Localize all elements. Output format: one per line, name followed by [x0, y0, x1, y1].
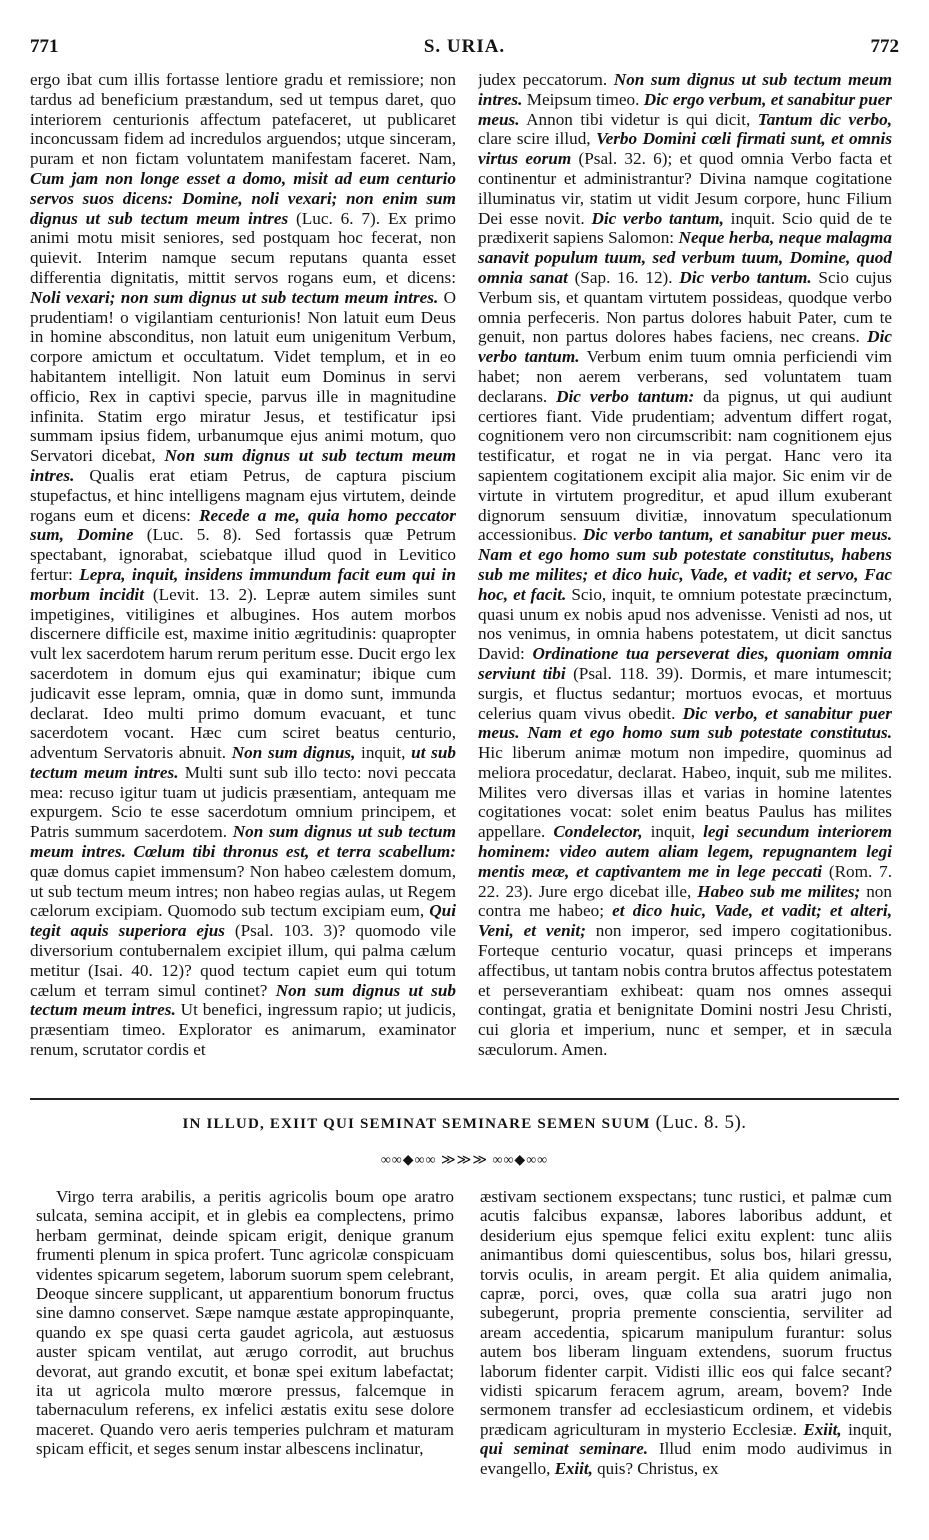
section-title: [0, 1112, 929, 1134]
quoted-scripture: legi secundum interiorem hominem: video autem aliam legem, repugnantem legi mentis meæ, et captivantem me in lege peccati: [478, 822, 892, 881]
text-run: (Psal. 103. 3)? quomodo vile diversorium contubernalem excipiet illum, qui palma cælum metitur (Isai. 40. 12)? quod tectum capiet eum qui totum cælum et terram simul continet?: [30, 921, 456, 1000]
text-run: Scio, inquit, te omnium potestate præcinctum, quasi unum ex nobis apud nos advenisse. Venisti ad nos, ut nos venimus, in omnia habens potestatem, ut dicit sanctus David:: [478, 584, 892, 664]
text-run: da pignus, ut qui audiunt certiores fiant. Vide prudentiam; adventum differt rogat, cognitionem vero non circumscribit: nam cognitionem ejus testificatur, et rogat ne in via pergat. Hanc vero ita sapientem cogitationem excipit alia major. Sic enim vir de virtute in virtutem progreditur, et apud illum exuberant dignorum sensuum divitiæ, innovatum speculationum accessionibus.: [478, 386, 892, 545]
quoted-scripture: Exiit,: [554, 1458, 593, 1478]
text-run: Virgo terra arabilis, a peritis agricolis boum ope aratro sulcata, semina accipit, et in glebis ea complectens, primo herbam germinat, deinde spicam erigit, denique granum frumenti plenum in spica profert. Tunc agricolæ conspicuam videntes spicarum segetem, laborum suorum spem celebrant, Deoque sincere supplicant, ut apparentium bonorum fructus sine damno conservet. Sæpe namque æstate appropinquante, quando ex spe quasi certa gaudet agricola, aut æstuosus auster spicam ventilat, aut ærugo corrodit, aut bruchus devorat, aut grando excutit, et bonæ spei exitum labefactat; ita ut agricola multo mœrore pressus, falcemque in tabernaculum referens, ex infelici æstatis exitu sese dolore maceret. Quando vero aeris temperies pulchram et maturam spicam efficit, et seges senum instar albescens inclinatur,: [36, 1187, 454, 1459]
quoted-scripture: Exiit,: [803, 1419, 842, 1439]
text-run: inquit,: [355, 743, 412, 763]
quoted-scripture: Condelector,: [553, 822, 643, 842]
quoted-scripture: Ordinatione tua perseverat dies, quoniam omnia serviunt tibi: [478, 644, 892, 683]
ornament-divider: ∞∞◆∞∞ ≫≫≫ ∞∞◆∞∞: [380, 1153, 549, 1168]
quoted-scripture: Non sum dignus ut sub tectum meum intres.: [478, 70, 892, 109]
right-column-text: [478, 70, 892, 1088]
bottom-left-column-text: [36, 1187, 454, 1527]
text-run: judex peccatorum.: [478, 70, 614, 89]
right-column-paragraph: [478, 70, 892, 1060]
text-run: quis? Christus, ex: [592, 1458, 719, 1478]
text-run: clare scire illud,: [478, 129, 597, 149]
quoted-scripture: Dic verbo, et sanabitur puer meus. Nam et ego homo sum sub potestate constitutus.: [478, 703, 892, 743]
text-run: inquit,: [642, 822, 704, 842]
text-run: Meipsum timeo.: [522, 89, 644, 109]
text-run: Hic liberum animæ motum non impedire, quominus ad meliora procedatur, declarat. Habeo, inquit, sub me milites. Milites vero diversas illas et varias in homine latentes cogitationes vocat: solet enim beatus Paulus has milites appellare.: [478, 743, 892, 842]
text-run: non imperor, sed impero cogitationibus. Forteque centurio vocatur, quasi princeps et imperans affectibus, ut tantam nobis contra brutos affectus potestatem et perseverantiam exhibeat: quam nos omnes assequi contingat, gratia et benignitate Domini nostri Jesu Christi, cui gloria et imperium, nunc et semper, et in sæcula sæculorum. Amen.: [478, 921, 892, 1060]
quoted-scripture: Neque herba, neque malagma sanavit populum tuum, sed verbum tuum, Domine, quod omnia sanat: [478, 228, 892, 287]
page-number-left: 771: [30, 36, 59, 57]
bottom-right-paragraph: [480, 1187, 892, 1478]
quoted-scripture: Dic verbo tantum, et sanabitur puer meus. Nam et ego homo sum sub potestate constitutus, habens sub me milites; et dico huic, Vade, et vadit; et servo, Fac hoc, et facit.: [478, 525, 892, 604]
text-run: Annon tibi videtur is qui dicit,: [519, 109, 758, 129]
quoted-scripture: Non sum dignus,: [231, 743, 356, 763]
section-divider: [30, 1098, 899, 1100]
text-run: Scio cujus Verbum sis, et quantam virtutem possideas, quodque verbo omnia perfeceris. Non partus dolores habuit Pater, cum te genuit, non partus dolores habes faciens, nec creans.: [478, 267, 892, 347]
quoted-scripture: Dic verbo tantum.: [679, 267, 812, 287]
quoted-scripture: Dic verbo tantum,: [591, 208, 724, 228]
text-run: (Sap. 16. 12).: [567, 267, 680, 287]
text-run: (Luc. 6. 7). Ex primo animi motu misit seniores, sed postquam hoc fecerat, non quievit. Interim namque secum reputans quanta esset differentia dignitatis, mittit servos rogans eum, et dicens:: [30, 208, 456, 287]
quoted-scripture: et dico huic, Vade, et vadit; et alteri, Veni, et venit;: [478, 901, 892, 941]
quoted-scripture: Non sum dignus ut sub tectum meum intres.: [30, 980, 456, 1020]
text-run: Qualis erat etiam Petrus, de captura piscium stupefactus, et hinc intelligens magnam ejus virtutem, deinde rogans eum et dicens:: [30, 465, 456, 525]
quoted-scripture: Verbo Domini cœli firmati sunt, et omnis virtus eorum: [478, 129, 892, 169]
text-run: æstivam sectionem exspectans; tunc rustici, et palmæ cum acutis falcibus expansæ, labores laboribus addunt, et desiderium ejus spemque felici exitu explent: tunc aliis animantibus domi quiescentibus, solus bos, hilari gressu, torvis oculis, in aream pergit. Et alia quidem animalia, capræ, porci, oves, quæ colla sua aratri jugo non subegerunt, propria premente conscientia, serviliter ad aream accedentia, spicarum manipulum furantur: solus autem bos liberam linguam extendens, suorum fructus laborum fidenter carpit. Vidisti illic eos qui falce secant? vidisti spicarum feracem agrum, aream, bovem? Inde sermonem transfer ad ecclesiasticum ordinem, et videbis prædicam agriculturam in mysterio Ecclesiæ.: [480, 1187, 892, 1439]
text-run: Multi sunt sub illo tecto: novi peccata mea: recuso igitur tuam ut judicis præsentiam, antequam me expurgem. Scio te esse sacerdotum omnium principem, et Patris summum sacerdotem.: [30, 762, 456, 842]
quoted-scripture: Non sum dignus ut sub tectum meum intres.: [30, 446, 456, 485]
quoted-scripture: Recede a me, quia homo peccator sum, Domine: [30, 505, 456, 545]
quoted-scripture: Habeo sub me milites;: [697, 881, 861, 901]
text-run: (Psal. 32. 6); et quod omnia Verbo facta et continentur et administrantur? Divina namque cogitatione illuminatus vir, statim ut vidit Jesum corpore, hunc Filium Dei esse novit.: [478, 149, 892, 228]
text-run: (Rom. 7. 22. 23). Jure ergo dicebat ille,: [478, 861, 892, 901]
quoted-scripture: Tantum dic verbo,: [757, 109, 892, 129]
text-run: (Levit. 13. 2). Lepræ autem similes sunt impetigines, vitiligines et albugines. Hos autem morbos discernere difficile est, maxime initio ægritudinis: quapropter vult lex sacerdotem harum rerum peritum esse. Ducit ergo lex sacerdotem in domum ejus qui examinatur; ibique cum judicavit esse lepram, omnia, quæ in domo sunt, immunda declarat. Ideo multi primo domum evacuant, et tunc sacerdotem vocant. Hæc cum sciret beatus centurio, adventum Servatoris abnuit.: [30, 584, 456, 763]
text-run: O prudentiam! o vigilantiam centurionis! Non latuit eum Deus in homine absconditus, non latuit eum unigenitum Verbum, corpore amictum et occultatum. Videt templum, et in eo habitantem intelligit. Non latuit eum Dominus in servi officio, Rex in captivi specie, parvus ille in magnitudine infinita. Statim ergo miratur Jesus, et testificatur ipsi summam ipsius fidem, urbanumque ejus animi motum, quo Servatori dicebat,: [30, 287, 456, 466]
bottom-left-paragraph: [36, 1187, 454, 1459]
page-number-right: 772: [870, 36, 899, 57]
quoted-scripture: ut sub tectum meum intres.: [30, 743, 456, 782]
text-run: inquit,: [841, 1419, 892, 1439]
quoted-scripture: Non sum dignus ut sub tectum meum intres. Cœlum tibi thronus est, et terra scabellum:: [30, 822, 456, 862]
text-run: (Luc. 5. 8). Sed fortassis quæ Petrum spectabant, ignorabat, sciebatque illud quod in Levitico fertur:: [30, 525, 456, 584]
text-run: quæ domus capiet immensum? Non habeo cælestem domum, ut sub tectum meum intres; non habeo regias aulas, ut Regem cælorum excipiam. Quomodo sub tectum excipiam eum,: [30, 861, 456, 921]
quoted-scripture: Dic verbo tantum.: [478, 327, 892, 367]
left-column-paragraph: [30, 70, 456, 1060]
quoted-scripture: Dic verbo tantum:: [556, 386, 695, 406]
text-run: (Psal. 118. 39). Dormis, et mare intumescit; surgis, et fluctus sedantur; mortuos evocas, et mortuus celerius quam vivus obedit.: [478, 663, 892, 723]
quoted-scripture: Dic ergo verbum, et sanabitur puer meus.: [478, 89, 892, 129]
section-title-reference: (Luc. 8. 5).: [655, 1112, 747, 1133]
bottom-right-column-text: [480, 1187, 892, 1527]
running-header: [22, 36, 907, 60]
quoted-scripture: Qui tegit aquis superiora ejus: [30, 901, 456, 941]
section-title-text: IN ILLUD, EXIIT QUI SEMINAT SEMINARE SEMEN SUUM: [182, 1116, 651, 1132]
text-run: non contra me habeo;: [478, 881, 892, 921]
quoted-scripture: Noli vexari; non sum dignus ut sub tectum meum intres.: [30, 287, 439, 307]
text-run: Ut benefici, ingressum rapio; ut judicis, præsentiam timeo. Explorator es animarum, examinator renum, scrutator cordis et: [30, 1000, 456, 1060]
running-title: S. URIA.: [423, 36, 506, 57]
text-run: Illud enim modo audivimus in evangello,: [480, 1439, 892, 1478]
quoted-scripture: Cum jam non longe esset a domo, misit ad eum centurio servos suos dicens: Domine, noli vexari; non enim sum dignus ut sub tectum meum intres: [30, 168, 456, 228]
text-run: inquit. Scio quid de te prædixerit sapiens Salomon:: [478, 208, 892, 248]
text-run: Verbum enim tuum omnia perficiendi vim habet; non aerem verberans, sed voluntatem tuam declarans.: [478, 347, 892, 406]
quoted-scripture: Lepra, inquit, insidens immundum facit eum qui in morbum incidit: [30, 564, 456, 604]
text-run: ergo ibat cum illis fortasse lentiore gradu et remissiore; non tardus ad beneficium præstandum, sed ut tempus daret, quo interiorem centurionis affectum patefaceret, ut publicaret inconcussam fidem ad incredulos arguendos; utque sinceram, puram et non fictam voluntatem manifestam faceret. Nam,: [30, 70, 456, 169]
quoted-scripture: qui seminat seminare.: [480, 1439, 648, 1459]
left-column-text: [30, 70, 456, 1088]
